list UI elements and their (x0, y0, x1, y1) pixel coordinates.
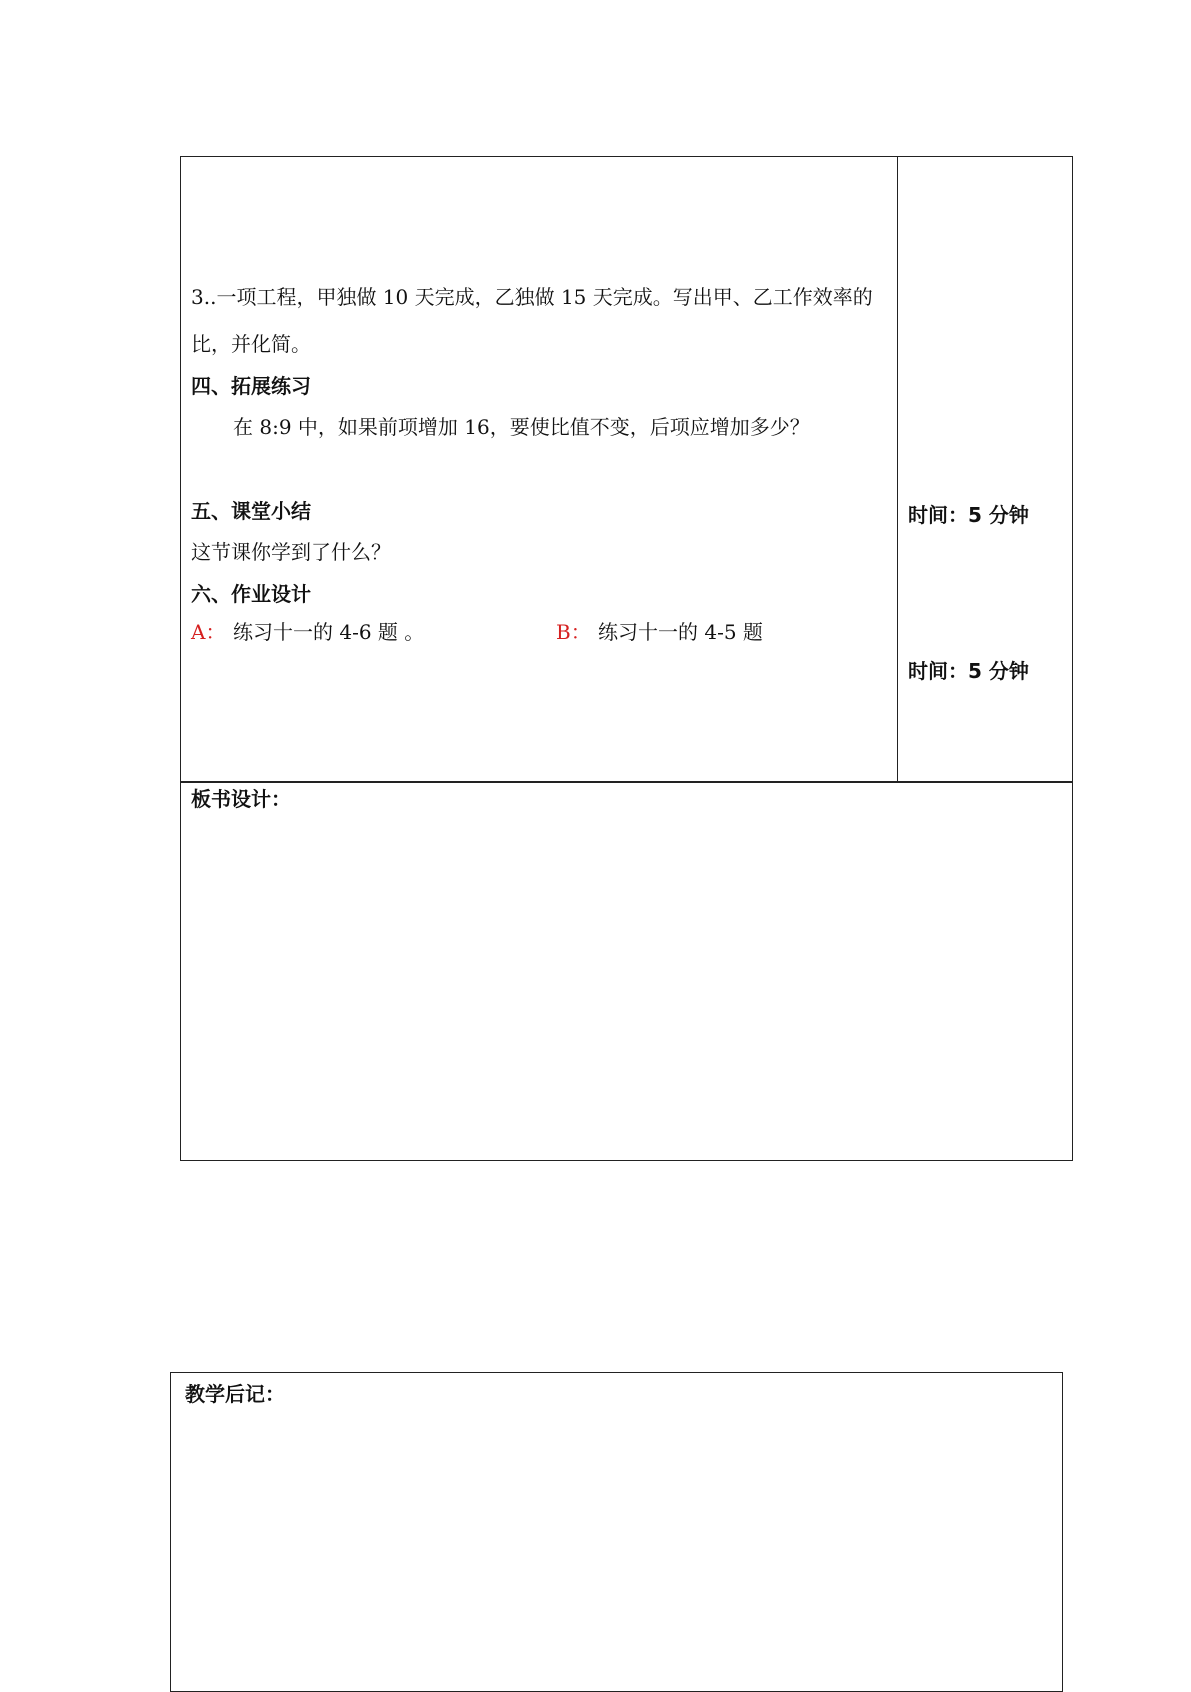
question-3-line1: 3..一项工程，甲独做 10 天完成，乙独做 15 天完成。写出甲、乙工作效率的 (191, 285, 873, 309)
question-3-line2: 比，并化简。 (191, 332, 311, 356)
homework-a-text: 练习十一的 4-6 题 。 (233, 620, 425, 644)
homework-b-label: B： (556, 620, 591, 644)
teaching-notes-box (170, 1372, 1063, 1692)
time-label-2: 时间：5 分钟 (908, 659, 1029, 683)
homework-a-label: A： (191, 620, 226, 644)
section-5-text: 这节课你学到了什么？ (191, 540, 391, 564)
teaching-notes-title: 教学后记： (185, 1382, 285, 1406)
section-4-title: 四、拓展练习 (191, 374, 311, 398)
section-5-title: 五、课堂小结 (191, 499, 311, 523)
lesson-content-cell (180, 156, 899, 783)
section-6-title: 六、作业设计 (191, 582, 311, 606)
board-design-cell (180, 781, 1073, 1161)
time-column-cell (897, 156, 1073, 783)
homework-b-text: 练习十一的 4-5 题 (598, 620, 763, 644)
time-label-1: 时间：5 分钟 (908, 503, 1029, 527)
board-design-title: 板书设计： (191, 787, 291, 811)
section-4-text: 在 8:9 中，如果前项增加 16，要使比值不变，后项应增加多少？ (233, 415, 810, 439)
